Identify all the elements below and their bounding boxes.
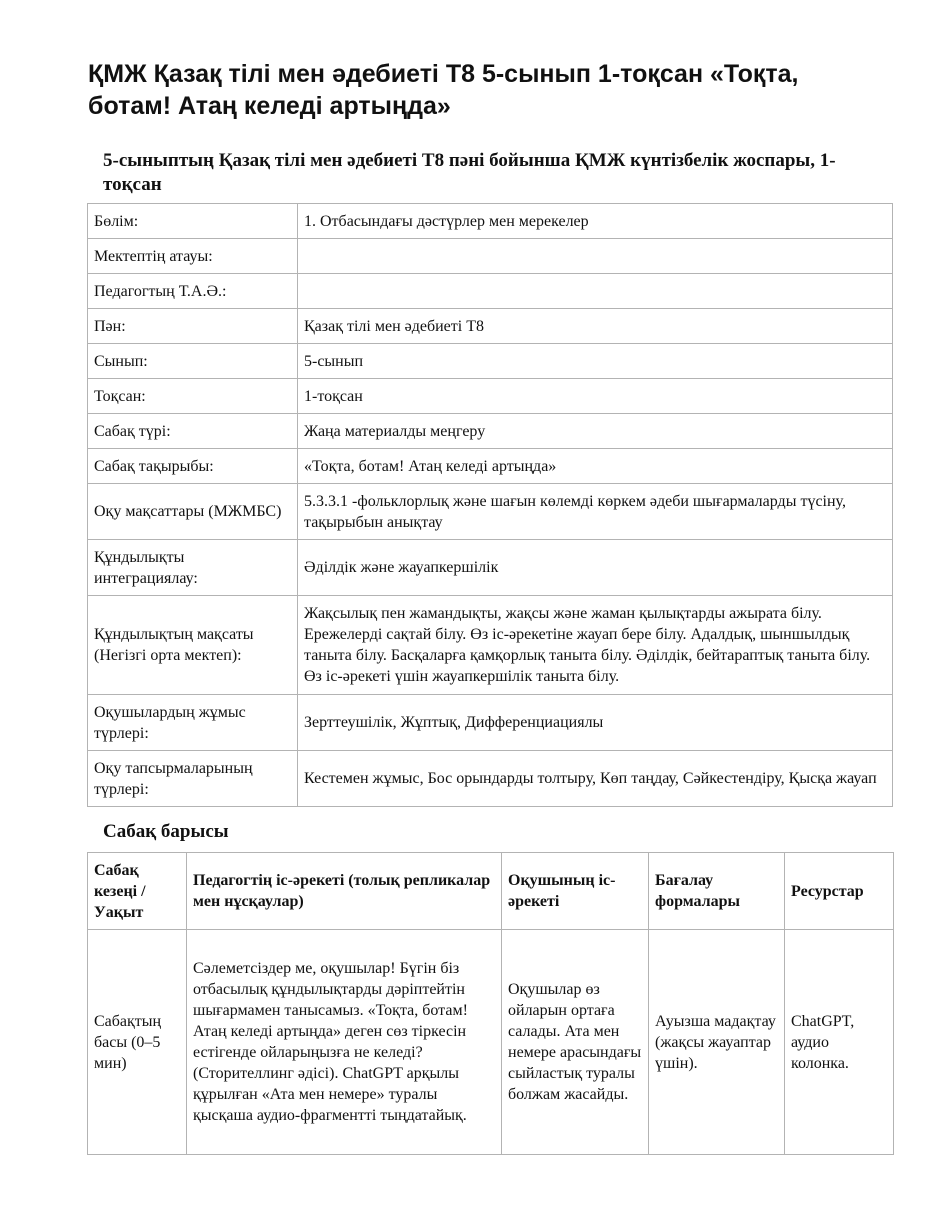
header-stage: Сабақ кезеңі / Уақыт	[88, 853, 187, 930]
header-resources: Ресурстар	[785, 853, 894, 930]
plan-heading: 5-сыныптың Қазақ тілі мен әдебиеті Т8 пәні бойынша ҚМЖ күнтізбелік жоспары, 1-тоқсан	[103, 150, 836, 195]
lesson-teacher-action: Сәлеметсіздер ме, оқушылар! Бүгін біз отбасылық құндылықтарды дәріптейтін шығармамен танысамыз. «Тоқта, ботам! Атаң келеді артыңда» деген сөз тіркесін естігенде ойларыңызға не келеді? (Сторителлинг әдісі). ChatGPT арқылы құрылған «Ата мен немере» туралы қысқаша аудио-фрагментті тыңдатайық.	[187, 930, 502, 1155]
info-row-lesson-type	[88, 414, 893, 449]
info-value: 5-сынып	[298, 344, 893, 379]
info-value: Жақсылық пен жамандықты, жақсы және жаман қылықтарды ажырата білу. Ережелерді сақтай білу. Өз іс-әрекетіне жауап бере білу. Адалдық, шыншылдық таныта білу. Басқаларға қамқорлық таныта білу. Әділдік, бейтараптық таныта білу. Өз іс-әрекеті үшін жауапкершілік таныта білу.	[298, 596, 893, 695]
info-row-learning-objectives	[88, 484, 893, 540]
document-title: ҚМЖ Қазақ тілі мен әдебиеті Т8 5-сынып 1-тоқсан «Тоқта, ботам! Атаң келеді артыңда»	[88, 60, 799, 120]
info-row-grade	[88, 344, 893, 379]
info-value: Зерттеушілік, Жұптық, Дифференциациялы	[298, 695, 893, 751]
info-value: 1-тоқсан	[298, 379, 893, 414]
info-row-teacher	[88, 274, 893, 309]
info-key: Сынып:	[88, 344, 298, 379]
lesson-resources: ChatGPT, аудио колонка.	[785, 930, 894, 1155]
header-assessment: Бағалау формалары	[649, 853, 785, 930]
info-value: Әділдік және жауапкершілік	[298, 540, 893, 596]
lesson-flow-heading: Сабақ барысы	[103, 821, 229, 842]
info-value: Кестемен жұмыс, Бос орындарды толтыру, Көп таңдау, Сәйкестендіру, Қысқа жауап	[298, 751, 893, 807]
header-student-action: Оқушының іс-әрекеті	[502, 853, 649, 930]
info-key: Пән:	[88, 309, 298, 344]
lesson-flow-table	[87, 852, 894, 1155]
info-key: Сабақ тақырыбы:	[88, 449, 298, 484]
lesson-student-action: Оқушылар өз ойларын ортаға салады. Ата мен немере арасындағы сыйластық туралы болжам жасайды.	[502, 930, 649, 1155]
info-row-subject	[88, 309, 893, 344]
info-key: Оқушылардың жұмыс түрлері:	[88, 695, 298, 751]
info-value: 5.3.3.1 -фольклорлық және шағын көлемді көркем әдеби шығармаларды түсіну, тақырыбын анықтау	[298, 484, 893, 540]
info-key: Сабақ түрі:	[88, 414, 298, 449]
info-key: Педагогтың Т.А.Ә.:	[88, 274, 298, 309]
info-value: «Тоқта, ботам! Атаң келеді артыңда»	[298, 449, 893, 484]
info-row-value-goal	[88, 596, 893, 695]
info-row-work-types	[88, 695, 893, 751]
info-key: Оқу тапсырмаларының түрлері:	[88, 751, 298, 807]
info-row-lesson-topic	[88, 449, 893, 484]
info-key: Құндылықтың мақсаты (Негізгі орта мектеп):	[88, 596, 298, 695]
header-teacher-action: Педагогтің іс-әрекеті (толық репликалар мен нұсқаулар)	[187, 853, 502, 930]
info-value	[298, 274, 893, 309]
lesson-stage: Сабақтың басы (0–5 мин)	[88, 930, 187, 1155]
info-key: Бөлім:	[88, 204, 298, 239]
info-key: Құндылықты интеграциялау:	[88, 540, 298, 596]
info-row-quarter	[88, 379, 893, 414]
info-key: Оқу мақсаттары (МЖМБС)	[88, 484, 298, 540]
info-value	[298, 239, 893, 274]
info-row-value-integration	[88, 540, 893, 596]
lesson-info-table	[87, 203, 893, 807]
info-row-school	[88, 239, 893, 274]
info-value: Қазақ тілі мен әдебиеті Т8	[298, 309, 893, 344]
lesson-row	[88, 930, 894, 1155]
info-key: Мектептің атауы:	[88, 239, 298, 274]
info-row-section	[88, 204, 893, 239]
info-key: Тоқсан:	[88, 379, 298, 414]
info-value: 1. Отбасындағы дәстүрлер мен мерекелер	[298, 204, 893, 239]
info-row-task-types	[88, 751, 893, 807]
lesson-header-row	[88, 853, 894, 930]
lesson-assessment: Ауызша мадақтау (жақсы жауаптар үшін).	[649, 930, 785, 1155]
info-value: Жаңа материалды меңгеру	[298, 414, 893, 449]
